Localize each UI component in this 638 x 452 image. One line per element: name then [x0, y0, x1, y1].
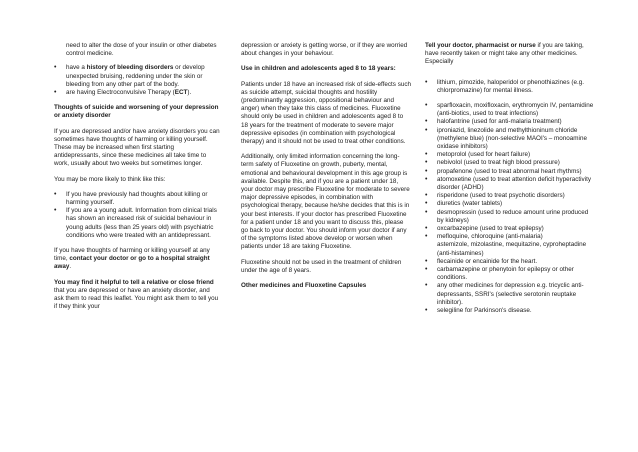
- list-item: • If you have previously had thoughts about killing or harming yourself.: [54, 191, 220, 207]
- paragraph: You may find it helpful to tell a relative or close friend that you are depressed or have an anxiety disorder, and ask them to read this leaflet. You might ask them to tell you if they think your: [54, 278, 219, 311]
- medicine-list-item: • risperidone (used to treat psychotic disorders): [425, 192, 595, 200]
- medicine-list-item: • halofantrine (used for anti-malaria treatment): [425, 118, 595, 126]
- medicine-list-item: astemizole, mizolastine, mequitazine, cyproheptadine (anti-histamines): [437, 241, 587, 257]
- section-heading-other-medicines: Other medicines and Fluoxetine Capsules: [241, 282, 367, 290]
- column-left: [54, 42, 220, 318]
- list-item: need to alter the dose of your insulin or other diabetes control medicine.: [66, 42, 217, 58]
- paragraph: Fluoxetine should not be used in the treatment of children under the age of 8 years.: [241, 258, 402, 274]
- list-item: • have a history of bleeding disorders or develop unexpected bruising, reddening under the skin or bleeding from any other part of the body.: [54, 64, 220, 89]
- medicine-list: [425, 79, 595, 316]
- medicine-list-item: • propafenone (used to treat abnormal heart rhythms): [425, 168, 595, 176]
- risk-list: [54, 191, 220, 240]
- medicine-list-item: • iproniazid, linezolide and methylthioninum chloride (methylene blue) (non-selective MAOI's – monoamine oxidase inhibitors): [425, 127, 595, 152]
- paragraph: If you are depressed and/or have anxiety disorders you can sometimes have thoughts of harming or killing yourself. These may be increased when first starting antidepressants, since these medicines all take time to work, usually about two weeks but sometimes longer.: [54, 127, 220, 168]
- paragraph: Tell your doctor, pharmacist or nurse if you are taking, have recently taken or might take any other medicines. Especially: [425, 42, 584, 66]
- column-middle: [241, 42, 411, 297]
- paragraph: Patients under 18 have an increased risk of side-effects such as suicide attempt, suicidal thoughts and hostility (predominantly aggression, oppositional behaviour and anger) when they take this class of medicines. Fluoxetine should only be used in children and adolescents aged 8 to 18 years for the treatment of moderate to severe major depressive episodes (in combination with psychological therapy) and it should not be used to treat other conditions.: [241, 80, 411, 146]
- medicine-list-item: • flecainide or encainide for the heart.: [425, 258, 595, 266]
- precaution-list: [54, 42, 220, 97]
- list-item: • If you are a young adult. Information from clinical trials has shown an increased risk of suicidal behaviour in young adults (less than 25 years old) with psychiatric conditions who were treated with an antidepressant.: [54, 207, 220, 240]
- medicine-list-item: • sparfloxacin, moxifloxacin, erythromycin IV, pentamidine (anti-biotics, used to treat infections): [425, 102, 595, 118]
- section-heading-suicide: Thoughts of suicide and worsening of your depression or anxiety disorder: [54, 104, 219, 120]
- medicine-list-item: • mefloquine, chloroquine (anti-malaria): [425, 233, 595, 241]
- column-right: [425, 42, 595, 322]
- medicine-list-item: • nebivolol (used to treat high blood pressure): [425, 159, 595, 167]
- paragraph: depression or anxiety is getting worse, or if they are worried about changes in your behaviour.: [241, 42, 408, 58]
- medicine-list-item: • oxcarbazepine (used to treat epilepsy): [425, 225, 595, 233]
- medicine-list-item: • atomoxetine (used to treat attention deficit hyperactivity disorder (ADHD): [425, 176, 595, 192]
- medicine-list-item: • metoprolol (used for heart failure): [425, 151, 595, 159]
- paragraph: If you have thoughts of harming or killing yourself at any time, contact your doctor or go to a hospital straight away.: [54, 247, 210, 271]
- paragraph: You may be more likely to think like this:: [54, 175, 166, 183]
- list-item: • are having Electroconvulsive Therapy (ECT).: [54, 89, 220, 97]
- medicine-list-item: • diuretics (water tablets): [425, 200, 595, 208]
- medicine-list-item: • any other medicines for depression e.g. tricyclic anti-depressants, SSRI's (selective serotonin reuptake inhibitor).: [425, 282, 595, 307]
- paragraph: Additionally, only limited information concerning the long-term safety of Fluoxetine on growth, puberty, mental, emotional and behavioural development in this age group is available. Despite this, and if you are a patient under 18, your doctor may prescribe Fluoxetine for moderate to severe major depressive episodes, in combination with psychological therapy, because he/she decides that this is in your best interests. If your doctor has prescribed Fluoxetine for a patient under 18 and you want to discuss this, please go back to your doctor. You should inform your doctor if any of the symptoms listed above develop or worsen when patients under 18 are taking Fluoxetine.: [241, 153, 410, 251]
- section-heading-children: Use in children and adolescents aged 8 to 18 years:: [241, 65, 396, 73]
- medicine-list-item: • carbamazepine or phenytoin for epilepsy or other conditions.: [425, 266, 595, 282]
- medicine-list-item: • lithium, pimozide, haloperidol or phenothiazines (e.g. chlorpromazine) for mental illness.: [425, 79, 595, 95]
- medicine-list-item: • desmopressin (used to reduce amount urine produced by kidneys): [425, 209, 595, 225]
- medicine-list-item: • selegiline for Parkinson's disease.: [425, 307, 595, 315]
